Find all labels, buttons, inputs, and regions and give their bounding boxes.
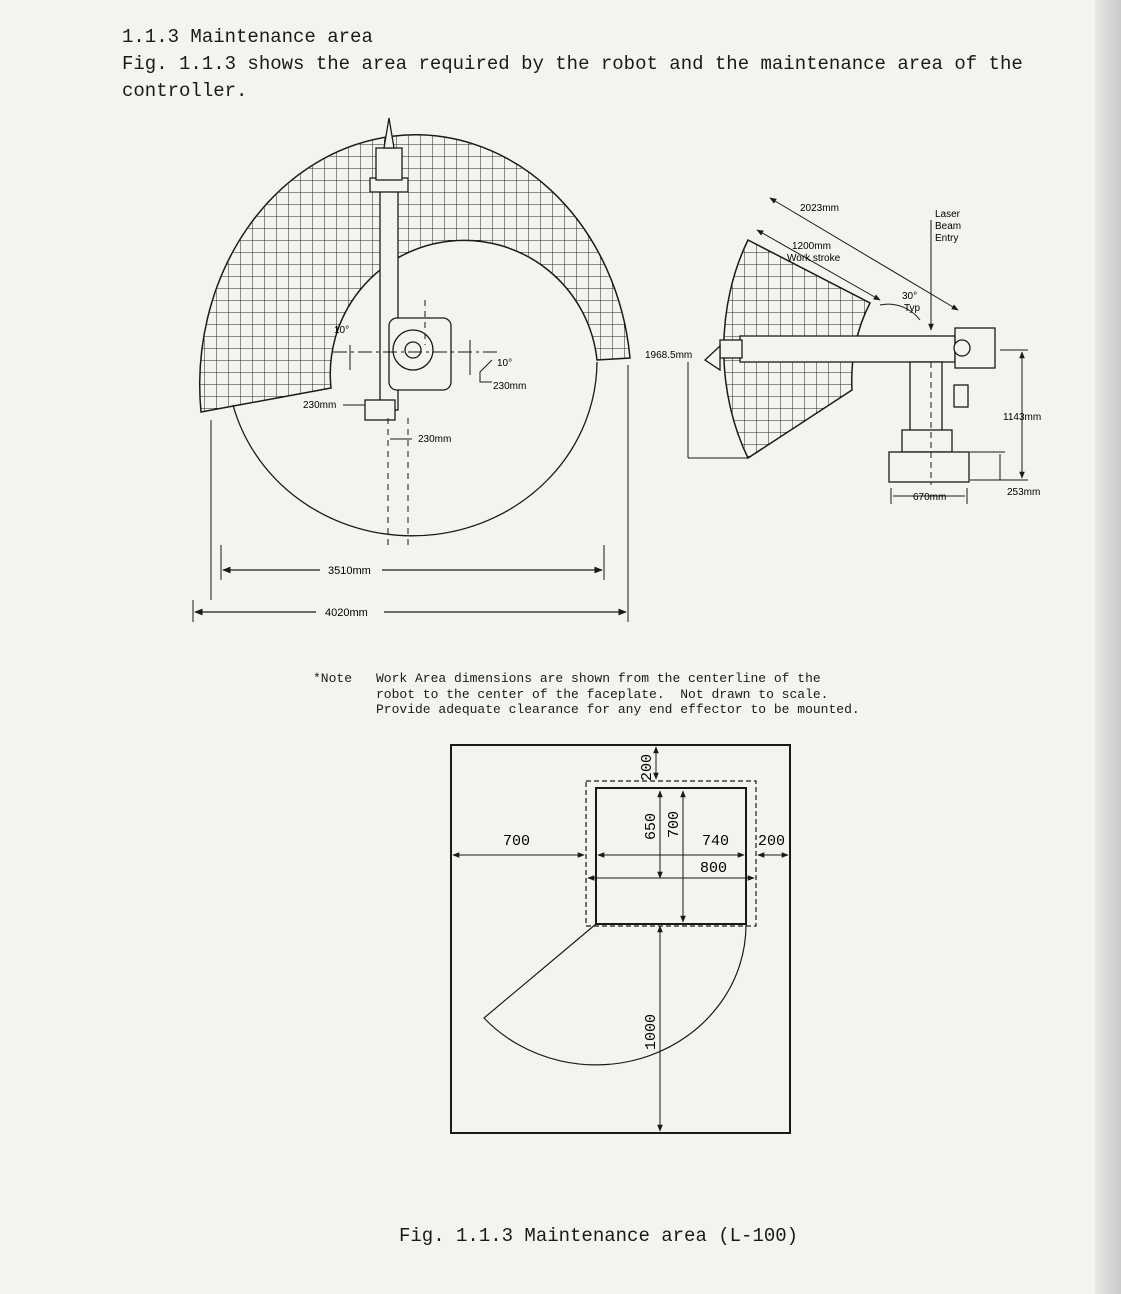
side-dim-2023: 2023mm: [800, 203, 839, 214]
note-block: [313, 671, 860, 718]
note-label: *Note: [313, 671, 353, 686]
note-line-1: Work Area dimensions are shown from the centerline of the: [376, 671, 821, 686]
ctrl-dim-right-200: 200: [758, 833, 786, 850]
ctrl-dim-740: 740: [702, 833, 730, 850]
top-dim-bottom-230: 230mm: [418, 434, 452, 445]
controller-plan-diagram: [451, 745, 790, 1133]
top-angle-right: 10°: [497, 358, 513, 369]
top-dim-right-230: 230mm: [493, 381, 527, 392]
laser-label-3: Entry: [935, 233, 959, 244]
top-view-diagram: [193, 118, 630, 622]
ctrl-dim-700-vert: 700: [666, 810, 683, 838]
side-dim-253: 253mm: [1007, 487, 1041, 498]
ctrl-dim-left-700: 700: [503, 833, 531, 850]
section-heading: 1.1.3 Maintenance area: [122, 26, 373, 48]
side-work-stroke-value: 1200mm: [792, 241, 831, 252]
top-dim-left-230: 230mm: [303, 400, 337, 411]
side-dim-1968: 1968.5mm: [645, 350, 693, 361]
side-dim-1143: 1143mm: [1003, 412, 1042, 423]
ctrl-dim-1000: 1000: [643, 1013, 660, 1050]
top-dim-4020: 4020mm: [325, 607, 368, 619]
door-swing-arc: [484, 924, 746, 1065]
note-line-3: Provide adequate clearance for any end effector to be mounted.: [376, 702, 860, 717]
figure-caption: Fig. 1.1.3 Maintenance area (L-100): [399, 1225, 799, 1247]
side-work-stroke-label: Work stroke: [787, 253, 841, 264]
ctrl-dim-800: 800: [700, 860, 728, 877]
controller-footprint: [596, 788, 746, 924]
side-dim-670: 670mm: [913, 492, 947, 503]
maintenance-area-outline: [451, 745, 790, 1133]
side-angle-typ: Typ: [904, 303, 921, 314]
controller-clearance-box: [586, 781, 756, 926]
laser-label-1: Laser: [935, 209, 961, 220]
note-line-2: robot to the center of the faceplate. Not drawn to scale.: [376, 686, 829, 702]
side-view-diagram: [645, 198, 1041, 504]
laser-label-2: Beam: [935, 221, 962, 232]
ctrl-dim-top-200: 200: [639, 753, 656, 781]
ctrl-dim-650: 650: [643, 812, 660, 840]
top-dim-3510: 3510mm: [328, 565, 371, 577]
intro-paragraph: Fig. 1.1.3 shows the area required by the robot and the maintenance area of the controller.: [122, 53, 1023, 102]
side-angle-30: 30°: [902, 291, 918, 302]
top-angle-left: 10°: [334, 325, 350, 336]
